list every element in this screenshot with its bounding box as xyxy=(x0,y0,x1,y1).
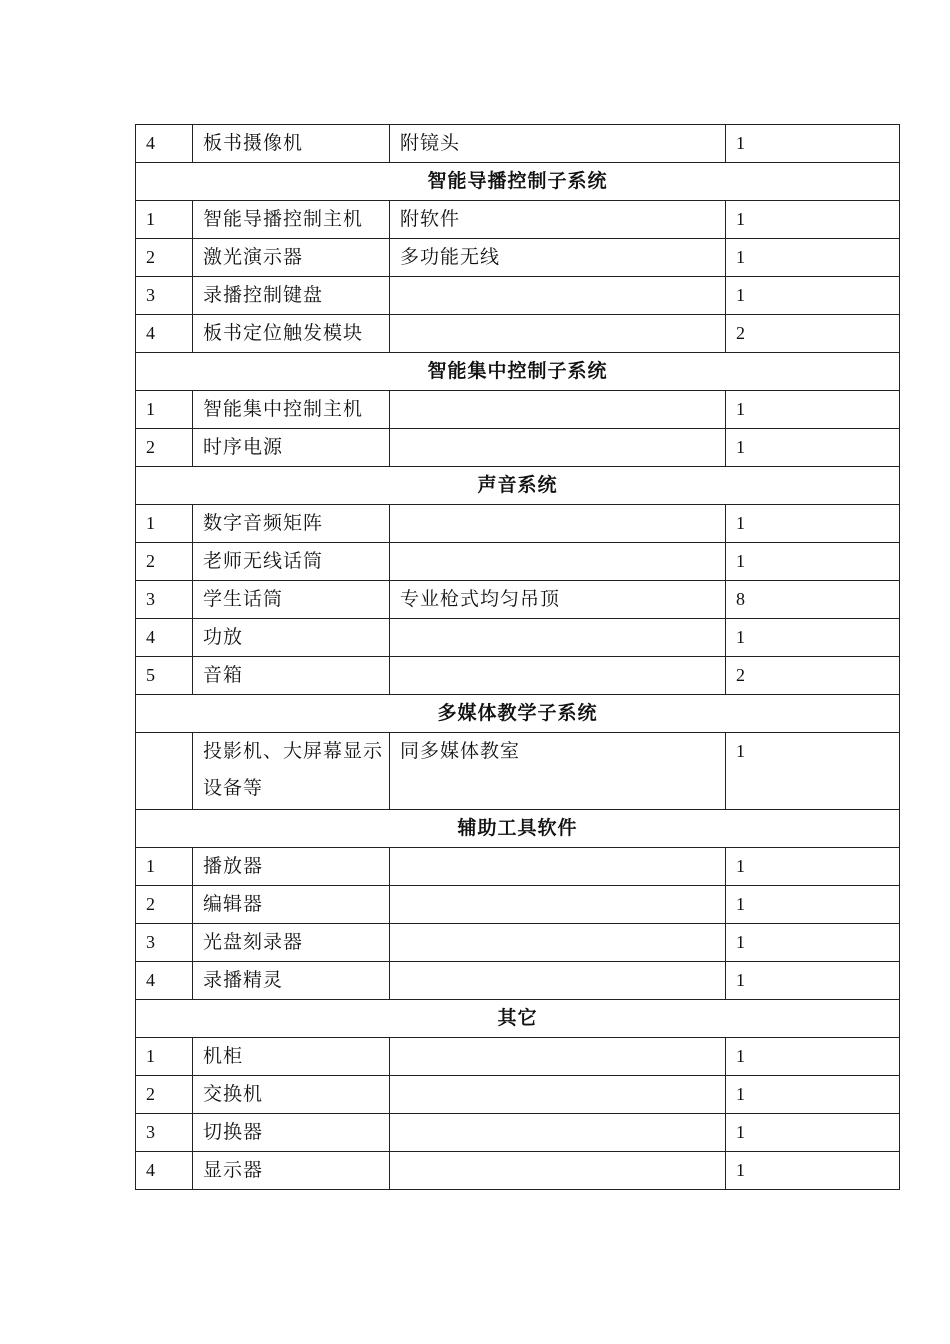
item-name-cell: 切换器 xyxy=(193,1114,390,1152)
item-note-cell xyxy=(390,657,726,695)
item-name-cell: 板书定位触发模块 xyxy=(193,315,390,353)
item-quantity-cell: 2 xyxy=(726,657,900,695)
item-name-cell: 智能集中控制主机 xyxy=(193,391,390,429)
item-note-cell xyxy=(390,315,726,353)
item-quantity-cell: 1 xyxy=(726,543,900,581)
item-number-cell: 3 xyxy=(136,1114,193,1152)
table-row xyxy=(136,1076,900,1114)
item-number-cell: 1 xyxy=(136,201,193,239)
item-quantity-cell: 1 xyxy=(726,962,900,1000)
item-note-cell: 附镜头 xyxy=(390,125,726,163)
item-number-cell: 2 xyxy=(136,1076,193,1114)
item-quantity-cell: 8 xyxy=(726,581,900,619)
table-row xyxy=(136,733,900,810)
item-name-cell: 交换机 xyxy=(193,1076,390,1114)
item-number-cell: 4 xyxy=(136,1152,193,1190)
item-number-cell: 1 xyxy=(136,848,193,886)
item-note-cell xyxy=(390,429,726,467)
item-name-cell: 录播精灵 xyxy=(193,962,390,1000)
item-name-cell: 显示器 xyxy=(193,1152,390,1190)
item-note-cell xyxy=(390,962,726,1000)
item-quantity-cell: 1 xyxy=(726,391,900,429)
item-number-cell xyxy=(136,733,193,810)
item-number-cell: 2 xyxy=(136,543,193,581)
item-quantity-cell: 1 xyxy=(726,1038,900,1076)
section-header-row xyxy=(136,1000,900,1038)
table-row xyxy=(136,924,900,962)
section-title: 辅助工具软件 xyxy=(136,810,900,848)
item-quantity-cell: 1 xyxy=(726,125,900,163)
table-row xyxy=(136,315,900,353)
table-row xyxy=(136,962,900,1000)
section-header-row xyxy=(136,163,900,201)
item-number-cell: 3 xyxy=(136,581,193,619)
item-quantity-cell: 1 xyxy=(726,1076,900,1114)
section-header-row xyxy=(136,810,900,848)
section-header-row xyxy=(136,467,900,505)
item-name-cell: 录播控制键盘 xyxy=(193,277,390,315)
item-number-cell: 3 xyxy=(136,277,193,315)
item-quantity-cell: 1 xyxy=(726,505,900,543)
table-row xyxy=(136,1152,900,1190)
item-number-cell: 1 xyxy=(136,505,193,543)
item-name-cell: 光盘刻录器 xyxy=(193,924,390,962)
item-name-cell: 功放 xyxy=(193,619,390,657)
table-row xyxy=(136,543,900,581)
table-row xyxy=(136,657,900,695)
item-number-cell: 1 xyxy=(136,391,193,429)
section-title: 智能集中控制子系统 xyxy=(136,353,900,391)
item-number-cell: 2 xyxy=(136,239,193,277)
item-note-cell xyxy=(390,391,726,429)
item-number-cell: 4 xyxy=(136,619,193,657)
table-row xyxy=(136,239,900,277)
item-note-cell xyxy=(390,886,726,924)
item-number-cell: 3 xyxy=(136,924,193,962)
item-name-cell: 时序电源 xyxy=(193,429,390,467)
item-note-cell: 同多媒体教室 xyxy=(390,733,726,810)
item-note-cell xyxy=(390,848,726,886)
item-name-cell: 音箱 xyxy=(193,657,390,695)
table-row xyxy=(136,277,900,315)
item-number-cell: 4 xyxy=(136,962,193,1000)
item-name-cell: 板书摄像机 xyxy=(193,125,390,163)
item-note-cell xyxy=(390,619,726,657)
item-quantity-cell: 1 xyxy=(726,619,900,657)
item-name-cell: 数字音频矩阵 xyxy=(193,505,390,543)
item-name-cell: 播放器 xyxy=(193,848,390,886)
item-name-cell: 智能导播控制主机 xyxy=(193,201,390,239)
table-row xyxy=(136,125,900,163)
item-name-cell: 投影机、大屏幕显示设备等 xyxy=(193,733,390,810)
item-number-cell: 4 xyxy=(136,315,193,353)
item-number-cell: 1 xyxy=(136,1038,193,1076)
item-number-cell: 2 xyxy=(136,886,193,924)
item-quantity-cell: 1 xyxy=(726,848,900,886)
item-note-cell xyxy=(390,1038,726,1076)
item-name-cell: 编辑器 xyxy=(193,886,390,924)
equipment-table-body xyxy=(136,125,900,1190)
item-note-cell: 专业枪式均匀吊顶 xyxy=(390,581,726,619)
item-note-cell xyxy=(390,505,726,543)
section-header-row xyxy=(136,695,900,733)
item-quantity-cell: 2 xyxy=(726,315,900,353)
item-quantity-cell: 1 xyxy=(726,277,900,315)
item-number-cell: 4 xyxy=(136,125,193,163)
section-title: 其它 xyxy=(136,1000,900,1038)
section-header-row xyxy=(136,353,900,391)
item-quantity-cell: 1 xyxy=(726,201,900,239)
table-row xyxy=(136,581,900,619)
item-note-cell xyxy=(390,924,726,962)
table-row xyxy=(136,1038,900,1076)
item-name-cell: 老师无线话筒 xyxy=(193,543,390,581)
item-quantity-cell: 1 xyxy=(726,1152,900,1190)
item-note-cell: 附软件 xyxy=(390,201,726,239)
item-quantity-cell: 1 xyxy=(726,886,900,924)
table-row xyxy=(136,619,900,657)
table-row xyxy=(136,201,900,239)
item-name-cell: 学生话筒 xyxy=(193,581,390,619)
item-quantity-cell: 1 xyxy=(726,924,900,962)
item-number-cell: 2 xyxy=(136,429,193,467)
item-number-cell: 5 xyxy=(136,657,193,695)
item-note-cell xyxy=(390,1152,726,1190)
section-title: 多媒体教学子系统 xyxy=(136,695,900,733)
table-row xyxy=(136,505,900,543)
table-row xyxy=(136,391,900,429)
table-row xyxy=(136,1114,900,1152)
item-name-cell: 机柜 xyxy=(193,1038,390,1076)
table-row xyxy=(136,886,900,924)
item-quantity-cell: 1 xyxy=(726,429,900,467)
table-row xyxy=(136,429,900,467)
item-note-cell xyxy=(390,1114,726,1152)
equipment-table xyxy=(135,124,900,1190)
table-row xyxy=(136,848,900,886)
section-title: 声音系统 xyxy=(136,467,900,505)
item-quantity-cell: 1 xyxy=(726,239,900,277)
item-quantity-cell: 1 xyxy=(726,1114,900,1152)
item-note-cell: 多功能无线 xyxy=(390,239,726,277)
item-quantity-cell: 1 xyxy=(726,733,900,810)
item-note-cell xyxy=(390,277,726,315)
item-note-cell xyxy=(390,543,726,581)
section-title: 智能导播控制子系统 xyxy=(136,163,900,201)
item-name-cell: 激光演示器 xyxy=(193,239,390,277)
item-note-cell xyxy=(390,1076,726,1114)
